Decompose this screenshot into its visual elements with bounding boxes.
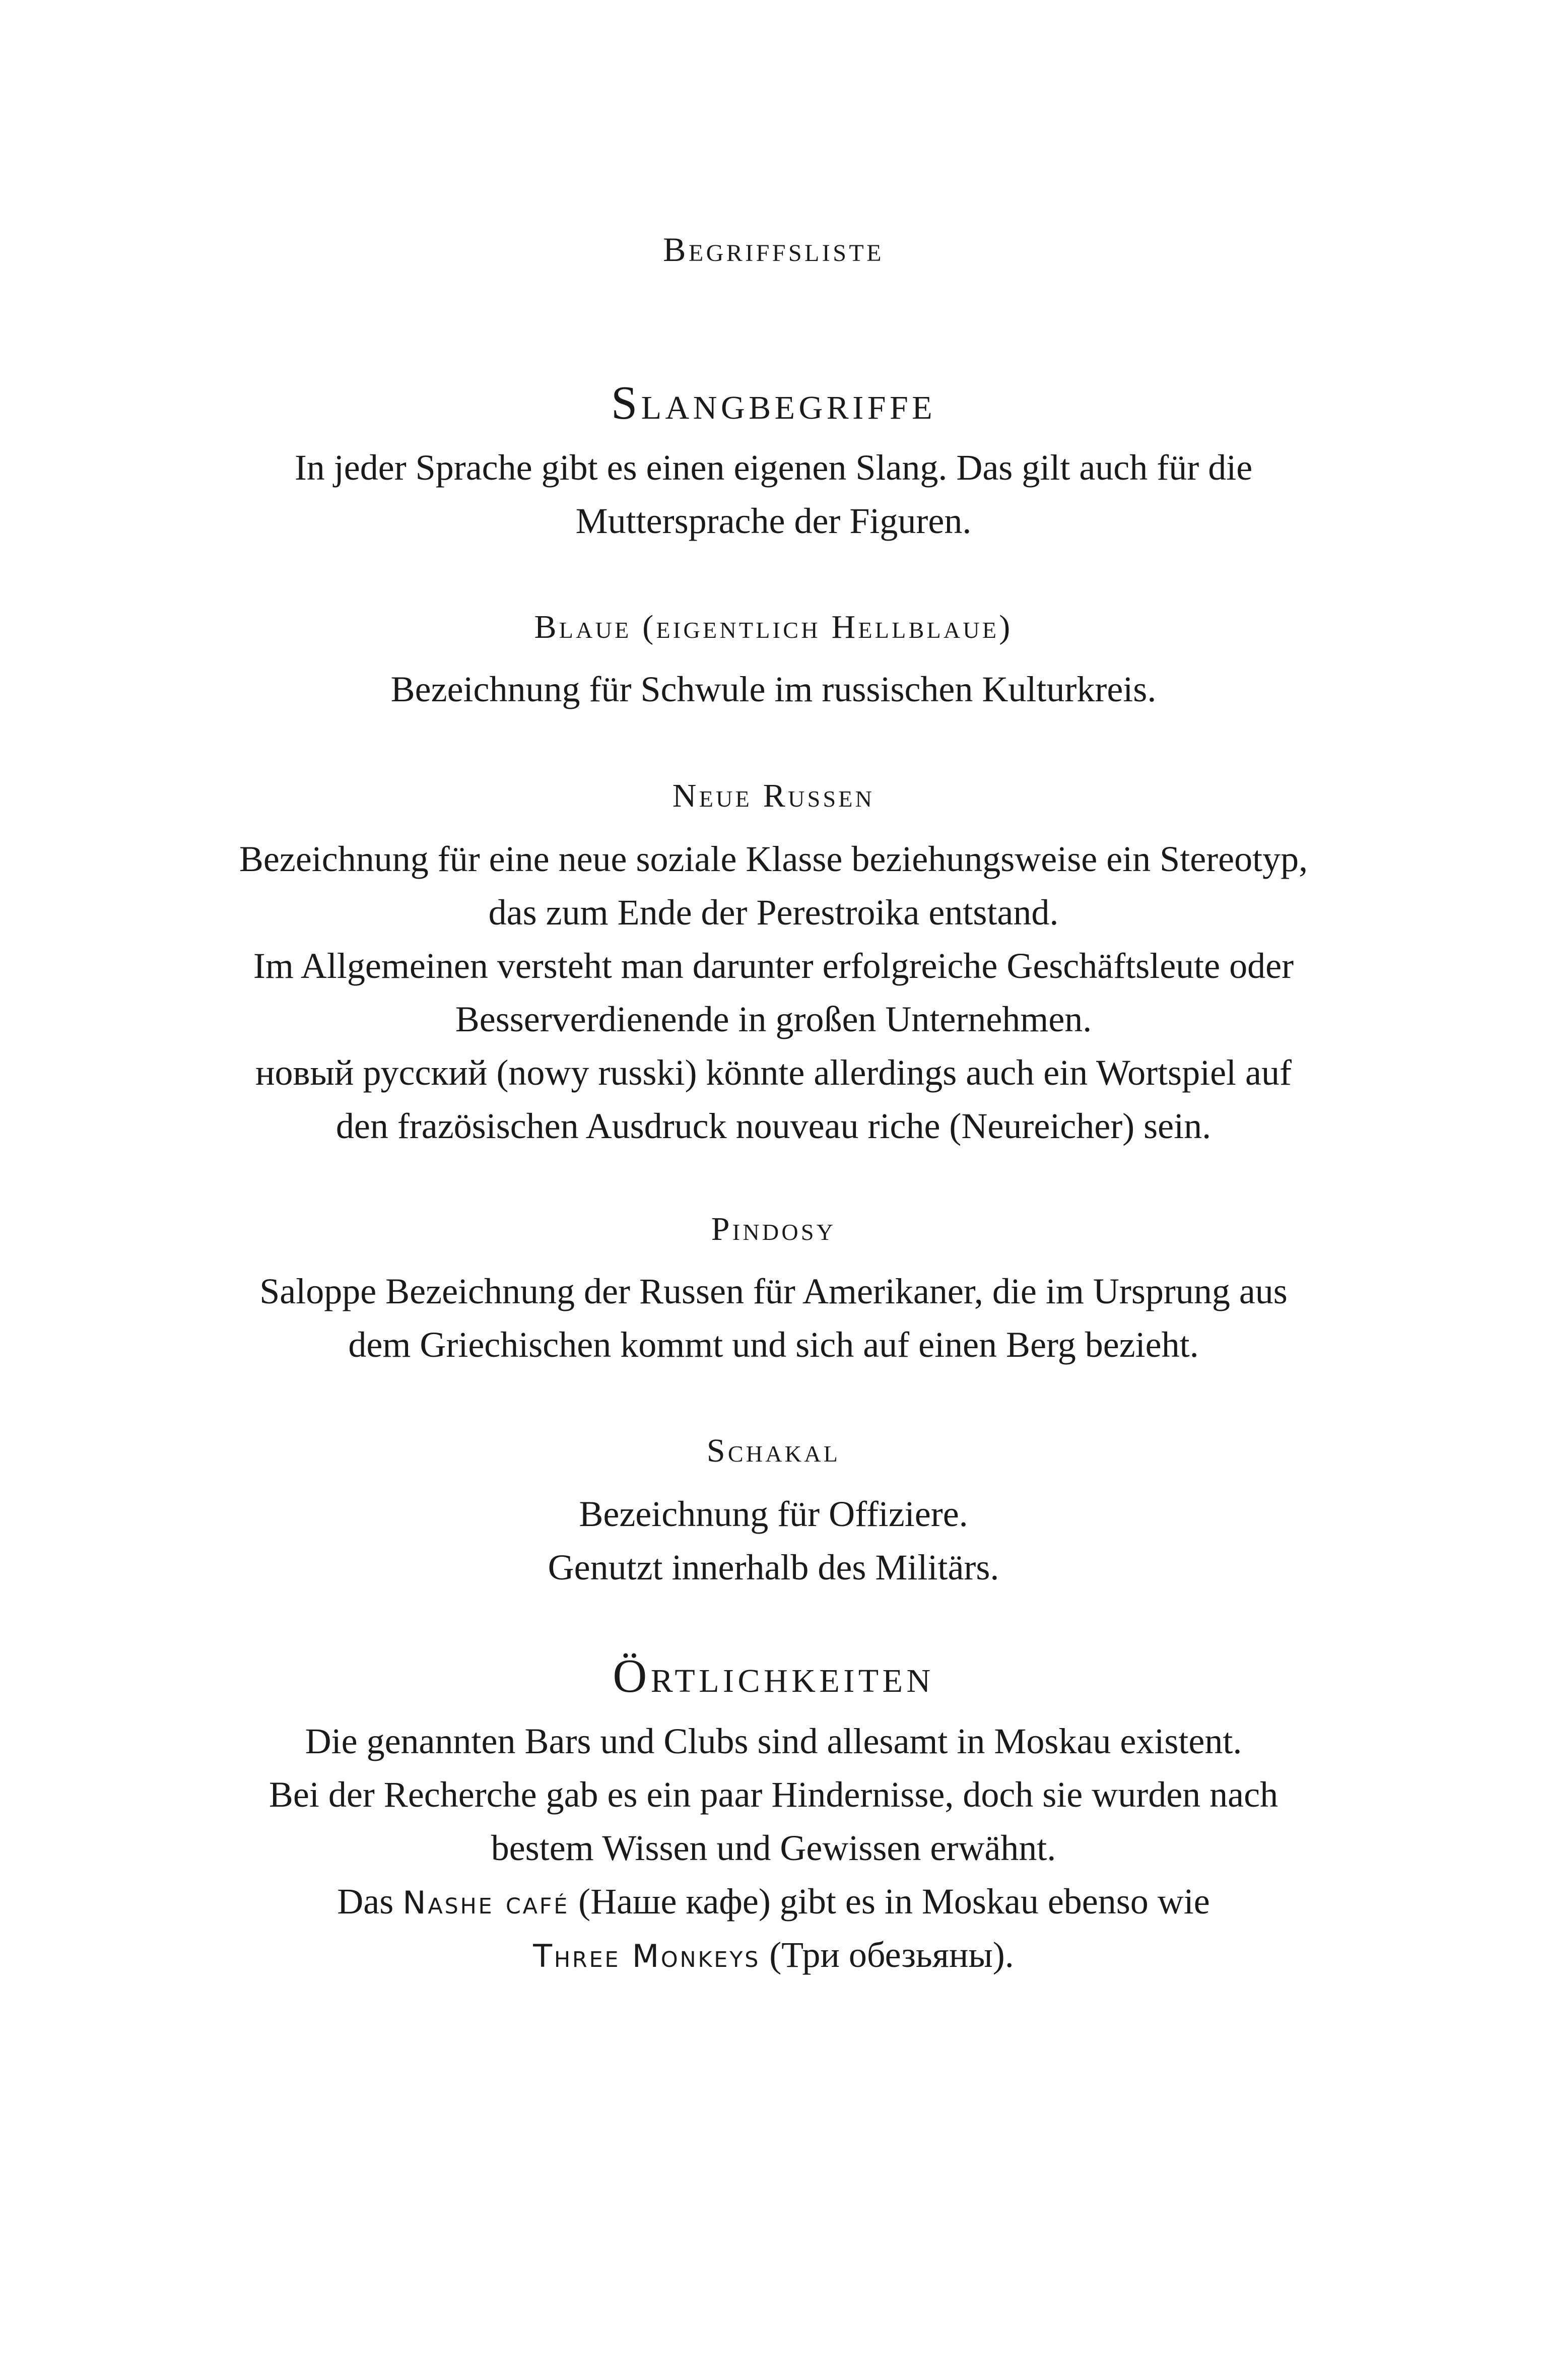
term-heading: Blaue (eigentlich Hellblaue): [534, 609, 1013, 645]
intro-line: Die genannten Bars und Clubs sind allesamt in Moskau existent.: [305, 1721, 1242, 1761]
section-title-slang: Slangbegriffe: [611, 377, 936, 429]
closing-text: (Три обезьяны).: [760, 1935, 1014, 1975]
definition-line: новый русский (nowy russki) könnte allerdings auch ein Wortspiel auf: [255, 1052, 1292, 1093]
intro-line: Bei der Recherche gab es ein paar Hindernisse, doch sie wurden nach: [268, 1774, 1279, 1815]
definition-line: Bezeichnung für eine neue soziale Klasse beziehungsweise ein Stereotyp,: [239, 839, 1308, 879]
closing-line: [0, 1928, 1547, 1983]
term-heading: Pindosy: [711, 1211, 836, 1247]
term-heading: Schakal: [706, 1432, 841, 1469]
running-head: Begriffsliste: [663, 230, 884, 269]
closing-text: Das: [337, 1881, 403, 1922]
definition-line: Bezeichnung für Schwule im russischen Kulturkreis.: [390, 669, 1157, 709]
closing-line: [0, 1875, 1547, 1930]
closing-text: (Наше кафе) gibt es in Moskau ebenso wie: [569, 1881, 1210, 1922]
definition-line: das zum Ende der Perestroika entstand.: [488, 892, 1059, 933]
intro-line: In jeder Sprache gibt es einen eigenen Slang. Das gilt auch für die: [294, 447, 1253, 488]
venue-name-nashe-cafe: Nashe café: [402, 1884, 570, 1921]
term-heading: Neue Russen: [672, 777, 875, 814]
definition-line: den frazösischen Ausdruck nouveau riche (Neureicher) sein.: [335, 1106, 1212, 1146]
definition-line: Besserverdienende in großen Unternehmen.: [455, 999, 1092, 1039]
definition-line: Saloppe Bezeichnung der Russen für Amerikaner, die im Ursprung aus: [259, 1271, 1288, 1311]
section-title-places: Örtlichkeiten: [613, 1650, 934, 1702]
definition-line: Bezeichnung für Offiziere.: [579, 1494, 968, 1534]
intro-line: bestem Wissen und Gewissen erwähnt.: [491, 1828, 1056, 1868]
definition-line: Genutzt innerhalb des Militärs.: [548, 1547, 999, 1588]
venue-name-three-monkeys: Three Monkeys: [533, 1938, 761, 1974]
intro-line: Muttersprache der Figuren.: [575, 501, 972, 541]
definition-line: Im Allgemeinen versteht man darunter erfolgreiche Geschäftsleute oder: [253, 946, 1294, 986]
definition-line: dem Griechischen kommt und sich auf einen Berg bezieht.: [348, 1325, 1199, 1365]
